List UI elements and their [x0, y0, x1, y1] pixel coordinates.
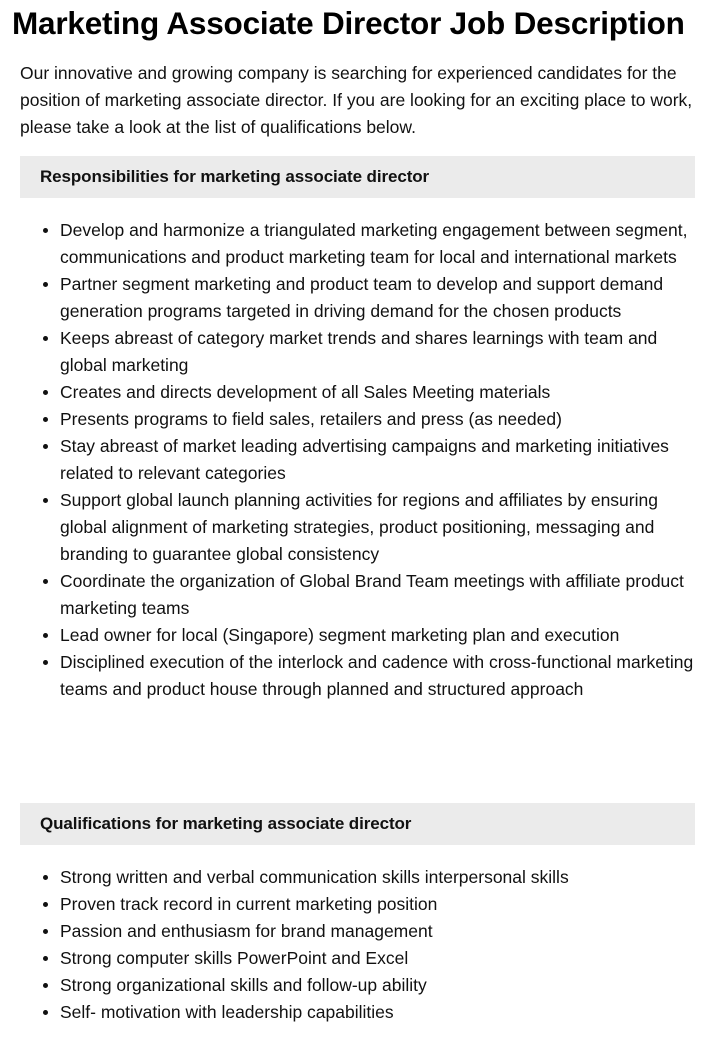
qualifications-section-header [20, 803, 695, 845]
list-item: Stay abreast of market leading advertising campaigns and marketing initiatives related to relevant categories [60, 433, 700, 487]
qualifications-list [20, 864, 700, 1026]
list-item: Support global launch planning activities for regions and affiliates by ensuring global alignment of marketing strategies, product positioning, messaging and branding to guarantee global consistency [60, 487, 700, 568]
list-item: Coordinate the organization of Global Brand Team meetings with affiliate product marketing teams [60, 568, 700, 622]
list-item: Develop and harmonize a triangulated marketing engagement between segment, communications and product marketing team for local and international markets [60, 217, 700, 271]
list-item: Lead owner for local (Singapore) segment marketing plan and execution [60, 622, 700, 649]
list-item: Strong organizational skills and follow-up ability [60, 972, 700, 999]
list-item: Creates and directs development of all Sales Meeting materials [60, 379, 700, 406]
list-item: Keeps abreast of category market trends and shares learnings with team and global marketing [60, 325, 700, 379]
list-item: Passion and enthusiasm for brand management [60, 918, 700, 945]
responsibilities-list [20, 217, 700, 703]
list-item: Self- motivation with leadership capabilities [60, 999, 700, 1026]
page-title: Marketing Associate Director Job Description [12, 5, 685, 41]
qualifications-heading: Qualifications for marketing associate director [40, 814, 412, 833]
list-item: Partner segment marketing and product team to develop and support demand generation programs targeted in driving demand for the chosen products [60, 271, 700, 325]
responsibilities-heading: Responsibilities for marketing associate director [40, 167, 430, 186]
list-item: Strong written and verbal communication skills interpersonal skills [60, 864, 700, 891]
list-item: Strong computer skills PowerPoint and Excel [60, 945, 700, 972]
list-item: Presents programs to field sales, retailers and press (as needed) [60, 406, 700, 433]
list-item: Disciplined execution of the interlock and cadence with cross-functional marketing teams and product house through planned and structured approach [60, 649, 700, 703]
list-item: Proven track record in current marketing position [60, 891, 700, 918]
responsibilities-section-header [20, 156, 695, 198]
intro-paragraph: Our innovative and growing company is searching for experienced candidates for the position of marketing associate director. If you are looking for an exciting place to work, please take a look at the list of qualifications below. [20, 63, 693, 137]
